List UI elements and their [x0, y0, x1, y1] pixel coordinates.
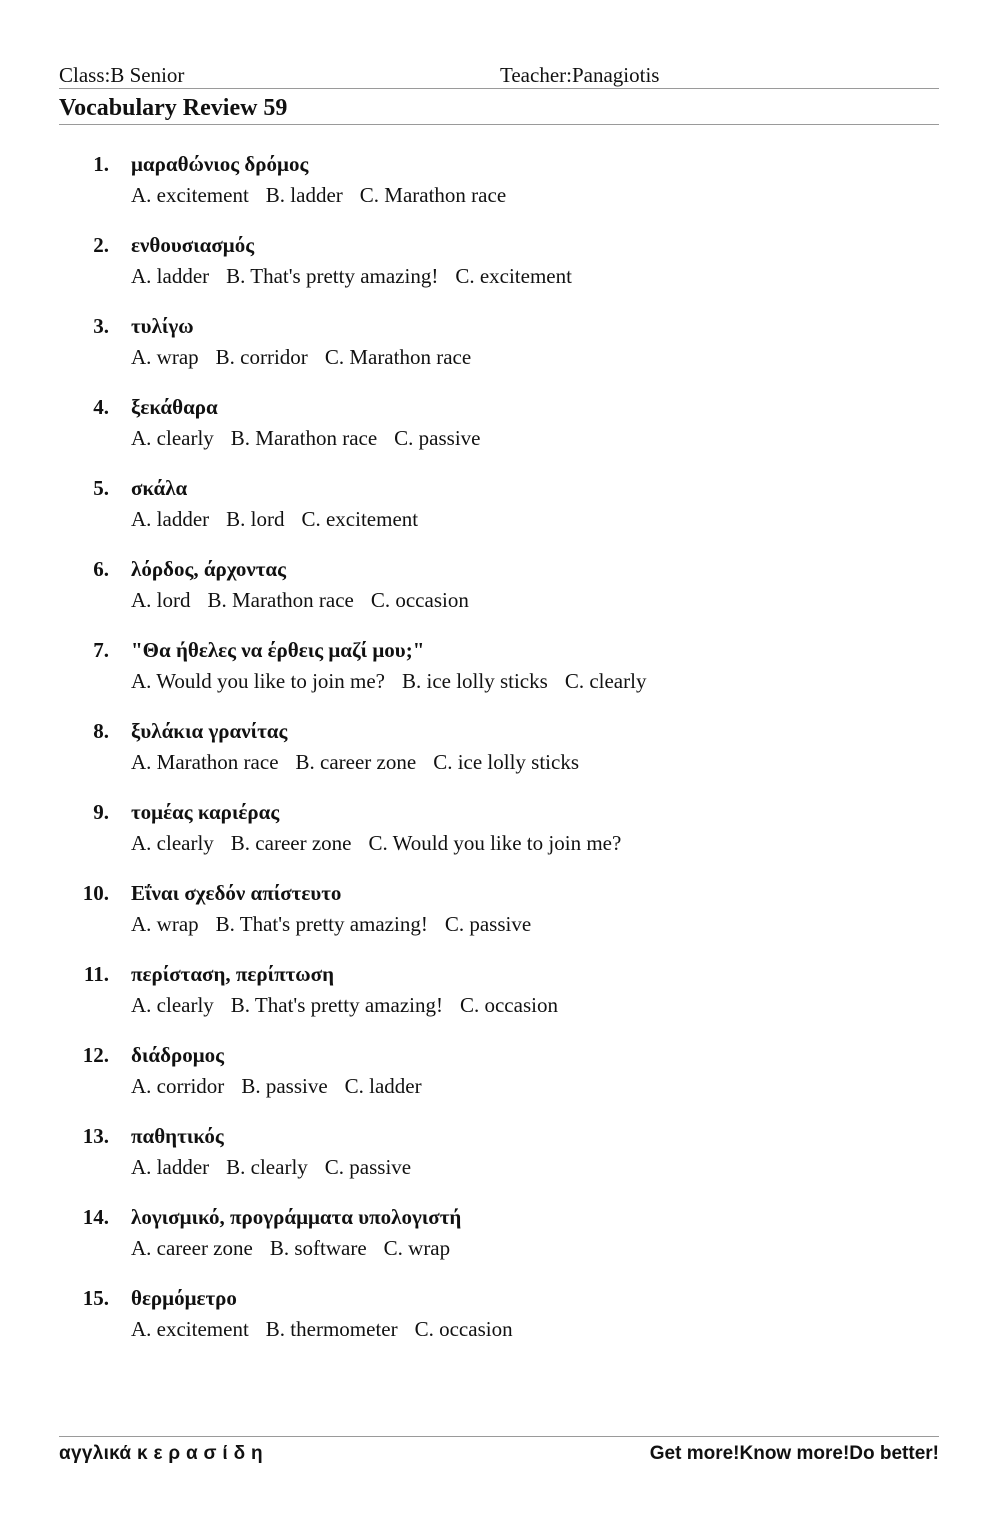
- footer-brand: αγγλικά κ ε ρ α σ ί δ η: [59, 1443, 263, 1464]
- answer-options: [131, 1153, 411, 1181]
- teacher-label: Teacher:Panagiotis: [500, 63, 660, 87]
- answer-option-c[interactable]: C. clearly: [564, 669, 647, 693]
- question-number: 14.: [82, 1205, 109, 1229]
- answer-option-a[interactable]: A. clearly: [131, 426, 214, 450]
- question-number: 1.: [93, 152, 109, 176]
- footer: [59, 1441, 939, 1467]
- answer-option-b[interactable]: B. Marathon race: [207, 588, 354, 612]
- answer-option-a[interactable]: A. wrap: [131, 345, 199, 369]
- question-number: 2.: [93, 233, 109, 257]
- answer-option-c[interactable]: C. Marathon race: [359, 183, 507, 207]
- answer-options: [131, 667, 646, 695]
- answer-option-b[interactable]: B. passive: [241, 1074, 328, 1098]
- answer-option-b[interactable]: B. clearly: [226, 1155, 308, 1179]
- question-item-1: [0, 150, 1000, 231]
- answer-option-b[interactable]: B. career zone: [295, 750, 417, 774]
- answer-option-c[interactable]: C. passive: [394, 426, 481, 450]
- question-word: μαραθώνιος δρόμος: [131, 152, 309, 176]
- question-word: σκάλα: [131, 476, 188, 500]
- answer-option-b[interactable]: B. career zone: [230, 831, 352, 855]
- answer-option-b[interactable]: B. That's pretty amazing!: [226, 264, 439, 288]
- answer-option-c[interactable]: C. passive: [324, 1155, 412, 1179]
- question-word: θερμόμετρο: [131, 1286, 237, 1310]
- answer-option-b[interactable]: B. That's pretty amazing!: [215, 912, 428, 936]
- answer-option-a[interactable]: A. career zone: [131, 1236, 253, 1260]
- question-item-14: [0, 1203, 1000, 1284]
- header-divider: [59, 88, 939, 89]
- answer-option-b[interactable]: B. Marathon race: [230, 426, 378, 450]
- answer-option-c[interactable]: C. passive: [444, 912, 532, 936]
- question-item-10: [0, 879, 1000, 960]
- question-number: 15.: [82, 1286, 109, 1310]
- answer-options: [131, 910, 531, 938]
- answer-options: [131, 1315, 513, 1343]
- question-item-3: [0, 312, 1000, 393]
- page-title: Vocabulary Review 59: [59, 95, 288, 121]
- question-item-4: [0, 393, 1000, 474]
- answer-option-a[interactable]: A. excitement: [131, 183, 249, 207]
- answer-option-a[interactable]: A. ladder: [131, 1155, 210, 1179]
- answer-option-c[interactable]: C. occasion: [370, 588, 469, 612]
- answer-options: [131, 748, 579, 776]
- question-word: ενθουσιασμός: [131, 233, 255, 257]
- question-word: τυλίγω: [131, 314, 194, 338]
- question-item-5: [0, 474, 1000, 555]
- answer-options: [131, 181, 506, 209]
- answer-option-b[interactable]: B. ladder: [265, 183, 343, 207]
- question-number: 12.: [82, 1043, 109, 1067]
- question-word: Eΐναι σχεδόν απίστευτο: [131, 881, 342, 905]
- answer-option-a[interactable]: A. lord: [131, 588, 191, 612]
- answer-options: [131, 1234, 450, 1262]
- answer-option-b[interactable]: B. software: [269, 1236, 367, 1260]
- question-word: ξυλάκια γρανίτας: [131, 719, 288, 743]
- header-row: [59, 62, 939, 88]
- question-number: 9.: [93, 800, 109, 824]
- answer-options: [131, 262, 572, 290]
- question-word: περίσταση, περίπτωση: [131, 962, 335, 986]
- title-divider: [59, 124, 939, 125]
- question-number: 3.: [93, 314, 109, 338]
- class-label: Class:B Senior: [59, 63, 185, 87]
- answer-option-c[interactable]: C. ladder: [344, 1074, 422, 1098]
- question-number: 10.: [82, 881, 109, 905]
- answer-options: [131, 424, 480, 452]
- answer-option-b[interactable]: B. ice lolly sticks: [401, 669, 548, 693]
- answer-option-c[interactable]: C. wrap: [383, 1236, 451, 1260]
- answer-options: [131, 505, 418, 533]
- answer-option-a[interactable]: A. Would you like to join me?: [131, 669, 385, 693]
- answer-option-c[interactable]: C. occasion: [414, 1317, 513, 1341]
- answer-option-c[interactable]: C. Marathon race: [324, 345, 472, 369]
- question-word: διάδρομος: [131, 1043, 225, 1067]
- question-word: λογισμικό, προγράμματα υπολογιστή: [131, 1205, 462, 1229]
- question-number: 7.: [93, 638, 109, 662]
- answer-option-c[interactable]: C. excitement: [301, 507, 419, 531]
- question-item-13: [0, 1122, 1000, 1203]
- answer-option-b[interactable]: B. thermometer: [265, 1317, 398, 1341]
- question-number: 4.: [93, 395, 109, 419]
- question-list: [0, 150, 1000, 1365]
- answer-options: [131, 991, 558, 1019]
- answer-option-c[interactable]: C. occasion: [459, 993, 558, 1017]
- question-item-8: [0, 717, 1000, 798]
- answer-option-c[interactable]: C. Would you like to join me?: [368, 831, 622, 855]
- answer-option-a[interactable]: A. ladder: [131, 507, 210, 531]
- question-item-6: [0, 555, 1000, 636]
- question-number: 5.: [93, 476, 109, 500]
- question-word: τομέας καριέρας: [131, 800, 280, 824]
- answer-option-a[interactable]: A. wrap: [131, 912, 199, 936]
- answer-options: [131, 1072, 422, 1100]
- question-number: 6.: [93, 557, 109, 581]
- answer-option-a[interactable]: A. excitement: [131, 1317, 249, 1341]
- answer-option-a[interactable]: A. clearly: [131, 831, 214, 855]
- answer-option-b[interactable]: B. corridor: [215, 345, 308, 369]
- question-item-2: [0, 231, 1000, 312]
- answer-option-a[interactable]: A. clearly: [131, 993, 214, 1017]
- footer-slogan: Get more!Know more!Do better!: [649, 1443, 939, 1464]
- answer-option-a[interactable]: A. corridor: [131, 1074, 225, 1098]
- question-number: 8.: [93, 719, 109, 743]
- answer-option-b[interactable]: B. That's pretty amazing!: [230, 993, 443, 1017]
- answer-options: [131, 586, 469, 614]
- question-item-9: [0, 798, 1000, 879]
- question-item-11: [0, 960, 1000, 1041]
- answer-option-b[interactable]: B. lord: [226, 507, 285, 531]
- answer-option-c[interactable]: C. excitement: [455, 264, 572, 288]
- answer-options: [131, 829, 621, 857]
- answer-option-c[interactable]: C. ice lolly sticks: [433, 750, 580, 774]
- question-item-12: [0, 1041, 1000, 1122]
- question-number: 11.: [83, 962, 109, 986]
- question-word: ξεκάθαρα: [131, 395, 218, 419]
- answer-option-a[interactable]: A. Marathon race: [131, 750, 279, 774]
- answer-option-a[interactable]: A. ladder: [131, 264, 210, 288]
- question-word: "Θα ήθελες να έρθεις μαζί μου;": [131, 638, 425, 662]
- question-item-15: [0, 1284, 1000, 1365]
- question-word: παθητικός: [131, 1124, 224, 1148]
- question-number: 13.: [82, 1124, 109, 1148]
- footer-divider: [59, 1436, 939, 1437]
- answer-options: [131, 343, 471, 371]
- question-word: λόρδος, άρχοντας: [131, 557, 287, 581]
- question-item-7: [0, 636, 1000, 717]
